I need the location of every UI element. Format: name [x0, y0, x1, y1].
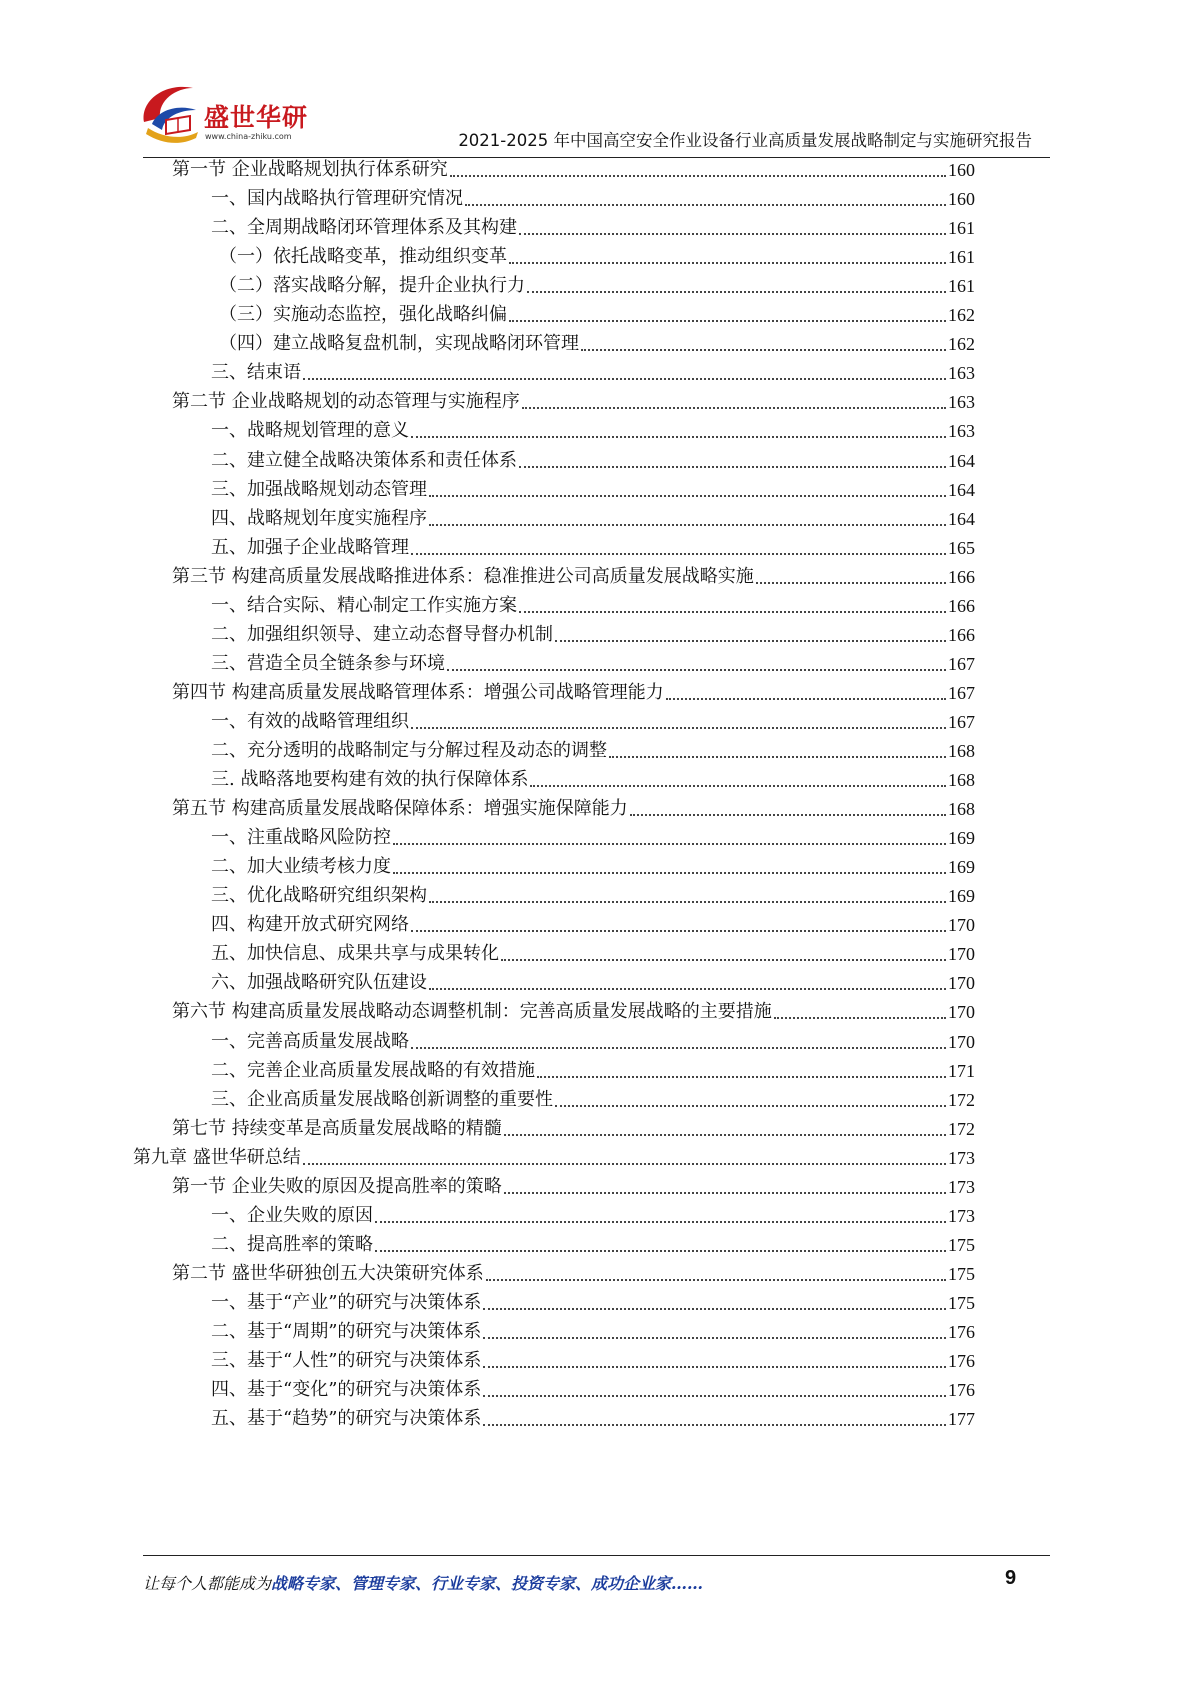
toc-leader-dots [483, 1395, 946, 1397]
toc-entry[interactable] [211, 1399, 975, 1430]
toc-leader-dots [411, 553, 946, 555]
toc-entry-title: 三、结束语 [211, 362, 301, 384]
toc-entry-page: 172 [948, 1089, 975, 1110]
toc-entry[interactable] [211, 847, 975, 878]
toc-entry[interactable] [211, 615, 975, 646]
toc-entry-page: 163 [948, 363, 975, 384]
toc-entry-page: 162 [948, 305, 975, 326]
toc-leader-dots [303, 378, 946, 380]
toc-entry[interactable] [172, 382, 975, 413]
toc-leader-dots [486, 1279, 946, 1281]
toc-entry[interactable] [211, 528, 975, 559]
toc-entry[interactable] [211, 470, 975, 501]
toc-entry-page: 175 [948, 1292, 975, 1313]
toc-entry-page: 167 [948, 682, 975, 703]
toc-leader-dots [581, 349, 946, 351]
toc-entry-title: （四）建立战略复盘机制，实现战略闭环管理 [219, 333, 579, 355]
toc-entry-title: 一、基于“产业”的研究与决策体系 [211, 1291, 482, 1313]
toc-entry[interactable] [211, 760, 975, 791]
toc-entry[interactable] [219, 266, 975, 297]
toc-entry-page: 169 [948, 828, 975, 849]
toc-entry-page: 176 [948, 1322, 975, 1342]
toc-leader-dots [465, 204, 946, 206]
toc-entry[interactable] [172, 557, 975, 588]
toc-leader-dots [555, 640, 946, 642]
toc-entry-page: 171 [948, 1060, 975, 1081]
toc-entry[interactable] [172, 1167, 975, 1198]
toc-entry[interactable] [219, 237, 975, 268]
report-title: 2021-2025 年中国高空安全作业设备行业高质量发展战略制定与实施研究报告 [458, 131, 1032, 150]
toc-entry-title: 第六节 构建高质量发展战略动态调整机制：完善高质量发展战略的主要措施 [172, 1001, 772, 1023]
toc-leader-dots [519, 233, 946, 235]
toc-entry-page: 173 [948, 1205, 975, 1226]
footer-slogan-highlight: 战略专家、管理专家、行业专家、投资专家、成功企业家…… [271, 1574, 704, 1593]
toc-entry-page: 170 [948, 973, 975, 994]
toc-entry-page: 168 [948, 799, 975, 820]
toc-leader-dots [303, 1163, 946, 1165]
toc-entry[interactable] [219, 295, 975, 326]
toc-entry-page: 166 [948, 624, 975, 645]
toc-entry[interactable] [211, 818, 975, 849]
toc-entry[interactable] [211, 1370, 975, 1401]
toc-leader-dots [483, 1366, 946, 1368]
toc-entry[interactable] [211, 1225, 975, 1256]
toc-entry[interactable] [211, 586, 975, 617]
toc-entry[interactable] [211, 179, 975, 210]
toc-leader-dots [501, 959, 946, 961]
toc-entry-page: 162 [948, 334, 975, 355]
toc-leader-dots [504, 1192, 946, 1194]
toc-entry[interactable] [172, 673, 975, 704]
toc-entry-title: （三）实施动态监控，强化战略纠偏 [219, 304, 507, 326]
toc-entry-title: 第一节 企业失败的原因及提高胜率的策略 [172, 1175, 502, 1197]
toc-leader-dots [450, 175, 946, 177]
toc-entry-page: 177 [948, 1409, 975, 1430]
toc-leader-dots [393, 843, 946, 845]
toc-entry-title: 一、有效的战略管理组织 [211, 710, 409, 732]
toc-leader-dots [666, 698, 946, 700]
toc-entry[interactable] [211, 411, 975, 442]
toc-entry-title: 一、完善高质量发展战略 [211, 1030, 409, 1052]
toc-entry-page: 175 [948, 1263, 975, 1284]
toc-leader-dots [411, 930, 946, 932]
toc-entry-title: 三. 战略落地要构建有效的执行保障体系 [211, 769, 529, 791]
toc-entry[interactable] [211, 731, 975, 762]
toc-entry-title: 五、加强子企业战略管理 [211, 536, 409, 558]
toc-entry-title: 二、加强组织领导、建立动态督导督办机制 [211, 623, 553, 645]
toc-leader-dots [429, 901, 946, 903]
toc-entry-title: 二、提高胜率的策略 [211, 1233, 373, 1255]
toc-entry-page: 167 [948, 711, 975, 732]
toc-leader-dots [555, 1105, 946, 1107]
toc-entry-title: 二、加大业绩考核力度 [211, 856, 391, 878]
toc-entry-page: 167 [948, 653, 975, 674]
toc-entry[interactable] [211, 644, 975, 675]
footer-slogan-prefix: 让每个人都能成为 [143, 1574, 272, 1593]
page-number: 9 [1005, 1567, 1017, 1589]
toc-entry-page: 163 [948, 421, 975, 442]
toc-entry-page: 160 [948, 189, 975, 210]
toc-entry[interactable] [172, 1254, 975, 1285]
logo-url: www.china-zhiku.com [205, 132, 292, 141]
toc-leader-dots [519, 611, 946, 613]
toc-entry-title: 四、构建开放式研究网络 [211, 914, 409, 936]
toc-leader-dots [527, 291, 946, 293]
toc-entry[interactable] [211, 702, 975, 733]
toc-entry-title: 四、基于“变化”的研究与决策体系 [211, 1379, 482, 1401]
toc-leader-dots [429, 988, 946, 990]
toc-entry[interactable] [211, 963, 975, 994]
toc-entry-title: 三、基于“人性”的研究与决策体系 [211, 1350, 482, 1372]
toc-entry-title: 二、全周期战略闭环管理体系及其构建 [211, 217, 517, 239]
toc-entry-title: 一、注重战略风险防控 [211, 827, 391, 849]
toc-entry[interactable] [172, 1109, 975, 1140]
toc-entry-page: 169 [948, 886, 975, 907]
toc-entry-page: 175 [948, 1234, 975, 1255]
toc-entry-title: 五、基于“趋势”的研究与决策体系 [211, 1408, 482, 1430]
toc-entry-title: 三、优化战略研究组织架构 [211, 885, 427, 907]
toc-entry-page: 170 [948, 1031, 975, 1052]
toc-entry[interactable] [133, 1138, 975, 1169]
toc-entry-title: 三、加强战略规划动态管理 [211, 478, 427, 500]
toc-entry[interactable] [211, 934, 975, 965]
toc-entry[interactable] [211, 441, 975, 472]
toc-entry[interactable] [211, 905, 975, 936]
logo-name: 盛世华研 [204, 103, 309, 132]
toc-entry-title: 一、战略规划管理的意义 [211, 420, 409, 442]
toc-entry-title: 四、战略规划年度实施程序 [211, 507, 427, 529]
toc-entry-page: 164 [948, 450, 975, 471]
toc-entry[interactable] [211, 499, 975, 530]
toc-entry-page: 164 [948, 479, 975, 500]
toc-entry-title: 二、建立健全战略决策体系和责任体系 [211, 449, 517, 471]
toc-entry-page: 164 [948, 508, 975, 529]
toc-leader-dots [483, 1337, 946, 1339]
toc-entry[interactable] [211, 1341, 975, 1372]
toc-entry-title: （一）依托战略变革，推动组织变革 [219, 246, 507, 268]
toc-entry-title: 一、国内战略执行管理研究情况 [211, 188, 463, 210]
toc-leader-dots [483, 1308, 946, 1310]
toc-entry-page: 176 [948, 1351, 975, 1372]
toc-entry-page: 168 [948, 770, 975, 791]
toc-entry-page: 169 [948, 857, 975, 878]
toc-entry-title: 二、充分透明的战略制定与分解过程及动态的调整 [211, 740, 607, 761]
toc-leader-dots [530, 785, 946, 787]
toc-leader-dots [509, 320, 946, 322]
toc-entry-title: 三、企业高质量发展战略创新调整的重要性 [211, 1088, 553, 1110]
toc-leader-dots [630, 814, 946, 816]
toc-entry-page: 176 [948, 1380, 975, 1401]
toc-leader-dots [429, 524, 946, 526]
toc-entry-title: 第二节 企业战略规划的动态管理与实施程序 [172, 391, 520, 413]
toc-entry[interactable] [172, 150, 975, 181]
toc-entry-title: 第三节 构建高质量发展战略推进体系：稳准推进公司高质量发展战略实施 [172, 565, 754, 587]
page-header [0, 0, 1191, 160]
toc-entry-title: 第四节 构建高质量发展战略管理体系：增强公司战略管理能力 [172, 681, 664, 703]
toc-entry-page: 170 [948, 1002, 975, 1023]
toc-entry[interactable] [211, 1283, 975, 1314]
toc-leader-dots [411, 727, 946, 729]
toc-leader-dots [522, 407, 946, 409]
toc-entry[interactable] [211, 1312, 975, 1343]
toc-entry-page: 160 [948, 160, 975, 180]
toc-entry[interactable] [211, 1051, 975, 1082]
toc-entry-page: 173 [948, 1147, 975, 1168]
toc-entry-title: 五、加快信息、成果共享与成果转化 [211, 943, 499, 965]
toc-leader-dots [609, 756, 946, 758]
toc-entry[interactable] [219, 324, 975, 355]
toc-entry-title: 二、完善企业高质量发展战略的有效措施 [211, 1059, 535, 1081]
toc-entry-title: 第九章 盛世华研总结 [133, 1146, 301, 1168]
toc-leader-dots [483, 1424, 946, 1426]
toc-entry[interactable] [211, 1022, 975, 1053]
toc-leader-dots [375, 1250, 946, 1252]
toc-leader-dots [429, 495, 946, 497]
toc-entry[interactable] [211, 1196, 975, 1227]
toc-entry[interactable] [211, 208, 975, 239]
toc-entry-page: 161 [948, 247, 975, 268]
toc-entry-title: 第五节 构建高质量发展战略保障体系：增强实施保障能力 [172, 798, 628, 820]
toc-entry-title: 二、基于“周期”的研究与决策体系 [211, 1321, 482, 1342]
toc-entry-page: 168 [948, 741, 975, 761]
toc-entry[interactable] [211, 876, 975, 907]
toc-entry-page: 170 [948, 944, 975, 965]
toc-leader-dots [519, 466, 946, 468]
toc-entry-page: 172 [948, 1118, 975, 1139]
toc-leader-dots [504, 1134, 946, 1136]
toc-entry[interactable] [172, 789, 975, 820]
toc-leader-dots [756, 582, 946, 584]
toc-entry-title: 第七节 持续变革是高质量发展战略的精髓 [172, 1117, 502, 1139]
toc-entry-title: 第一节 企业战略规划执行体系研究 [172, 159, 448, 180]
toc-entry-title: 六、加强战略研究队伍建设 [211, 972, 427, 994]
toc-entry-page: 165 [948, 537, 975, 558]
footer-slogan [143, 1571, 703, 1594]
toc-entry-page: 161 [948, 276, 975, 297]
toc-entry-page: 173 [948, 1176, 975, 1197]
toc-leader-dots [447, 669, 946, 671]
toc-entry-page: 161 [948, 218, 975, 239]
toc-entry-title: 第二节 盛世华研独创五大决策研究体系 [172, 1262, 484, 1284]
toc-entry[interactable] [211, 1080, 975, 1111]
toc-leader-dots [774, 1017, 946, 1019]
toc-entry-page: 163 [948, 392, 975, 413]
toc-leader-dots [411, 436, 946, 438]
toc-leader-dots [375, 1221, 946, 1223]
footer-divider [143, 1555, 1050, 1556]
toc-entry-title: （二）落实战略分解，提升企业执行力 [219, 275, 525, 297]
toc-entry-page: 170 [948, 915, 975, 936]
toc-entry-title: 三、营造全员全链条参与环境 [211, 652, 445, 674]
toc-entry-page: 166 [948, 566, 975, 587]
toc-entry[interactable] [211, 353, 975, 384]
toc-leader-dots [509, 262, 946, 264]
toc-entry[interactable] [172, 992, 975, 1023]
toc-leader-dots [411, 1047, 946, 1049]
toc-leader-dots [537, 1076, 946, 1078]
toc-entry-page: 166 [948, 595, 975, 616]
toc-entry-title: 一、结合实际、精心制定工作实施方案 [211, 594, 517, 616]
toc-leader-dots [393, 872, 946, 874]
toc-entry-title: 一、企业失败的原因 [211, 1204, 373, 1226]
